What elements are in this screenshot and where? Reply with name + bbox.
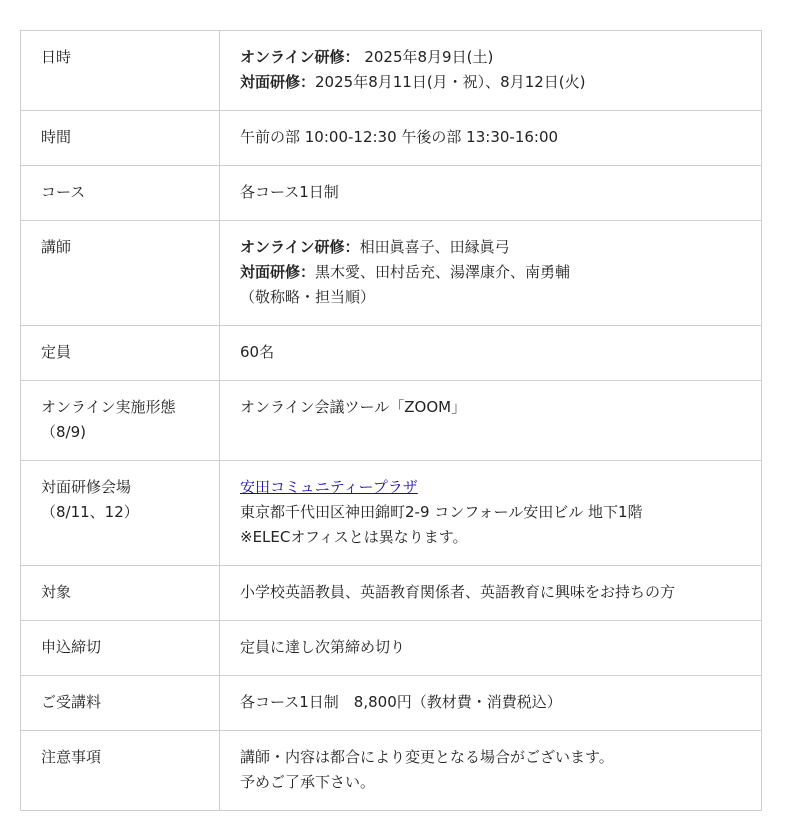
row-value-cell: [220, 381, 762, 461]
value-line: [240, 260, 741, 285]
value-text: ※ELECオフィスとは異なります。: [240, 528, 468, 546]
row-label-cell: [21, 621, 220, 676]
row-label: （8/11、12）: [41, 503, 139, 521]
row-label: 申込締切: [41, 638, 102, 656]
row-value-cell: [220, 461, 762, 566]
row-label-cell: [21, 381, 220, 461]
value-line: [240, 180, 741, 205]
row-label-cell: [21, 676, 220, 731]
row-value-cell: [220, 31, 762, 111]
row-label: 定員: [41, 343, 72, 361]
row-label-cell: [21, 166, 220, 221]
row-value-cell: [220, 111, 762, 166]
row-label-cell: [21, 31, 220, 111]
value-text: 黒木愛、田村岳充、湯澤康介、南勇輔: [315, 263, 571, 281]
row-label-cell: [21, 221, 220, 326]
info-row: [21, 566, 762, 621]
row-value-cell: [220, 676, 762, 731]
value-line: [240, 690, 741, 715]
value-text: 午前の部 10:00-12:30 午後の部 13:30-16:00: [240, 128, 559, 146]
value-text: 小学校英語教員、英語教育関係者、英語教育に興味をお持ちの方: [240, 583, 676, 601]
value-heading: 対面研修：: [240, 73, 316, 91]
info-row: [21, 381, 762, 461]
row-value-cell: [220, 621, 762, 676]
value-line: [240, 45, 741, 70]
row-label: 対面研修会場: [41, 478, 132, 496]
row-value-cell: [220, 326, 762, 381]
value-text: 相田眞喜子、田縁眞弓: [359, 238, 510, 256]
value-text: 東京都千代田区神田錦町2-9 コンフォール安田ビル 地下1階: [240, 503, 643, 521]
row-label-cell: [21, 566, 220, 621]
value-line: [240, 635, 741, 660]
value-heading: 対面研修：: [240, 263, 316, 281]
value-text: 講師・内容は都合により変更となる場合がございます。: [240, 748, 614, 766]
row-label-cell: [21, 111, 220, 166]
info-row: [21, 111, 762, 166]
info-row: [21, 221, 762, 326]
value-line: [240, 770, 741, 795]
value-text: 各コース1日制 8,800円（教材費・消費税込）: [240, 693, 562, 711]
event-info-table: [20, 30, 762, 811]
row-label: コース: [41, 183, 86, 201]
value-text: 2025年8月9日(土): [359, 48, 494, 66]
row-value-cell: [220, 221, 762, 326]
row-label: 対象: [41, 583, 72, 601]
venue-link[interactable]: 安田コミュニティープラザ: [240, 478, 418, 496]
row-label: （8/9): [41, 423, 86, 441]
info-row: [21, 621, 762, 676]
info-row: [21, 731, 762, 811]
row-label-cell: [21, 731, 220, 811]
value-line: [240, 285, 741, 310]
value-line: [240, 500, 741, 525]
value-line: [240, 745, 741, 770]
row-label: 講師: [41, 238, 72, 256]
info-row: [21, 166, 762, 221]
row-label: ご受講料: [41, 693, 102, 711]
value-line: [240, 580, 741, 605]
row-label: オンライン実施形態: [41, 398, 176, 416]
row-label-cell: [21, 326, 220, 381]
row-value-cell: [220, 166, 762, 221]
value-text: 60名: [240, 343, 275, 361]
row-label: 時間: [41, 128, 72, 146]
event-info-container: [20, 30, 762, 811]
value-line: [240, 395, 741, 420]
row-value-cell: [220, 566, 762, 621]
event-info-rows: [21, 31, 762, 811]
info-row: [21, 676, 762, 731]
value-line: [240, 125, 741, 150]
value-line: [240, 70, 741, 95]
value-heading: オンライン研修：: [240, 48, 360, 66]
value-line: [240, 235, 741, 260]
row-label: 日時: [41, 48, 72, 66]
info-row: [21, 461, 762, 566]
row-value-cell: [220, 731, 762, 811]
value-heading: オンライン研修：: [240, 238, 360, 256]
info-row: [21, 31, 762, 111]
value-text: 2025年8月11日(月・祝）、8月12日(火): [315, 73, 586, 91]
row-label: 注意事項: [41, 748, 102, 766]
value-text: 各コース1日制: [240, 183, 339, 201]
value-text: （敬称略・担当順）: [240, 288, 376, 306]
info-row: [21, 326, 762, 381]
value-line: [240, 525, 741, 550]
value-text: 定員に達し次第締め切り: [240, 638, 406, 656]
row-label-cell: [21, 461, 220, 566]
value-line: [240, 475, 741, 500]
value-line: [240, 340, 741, 365]
value-text: オンライン会議ツール「ZOOM」: [240, 398, 467, 416]
value-text: 予めご了承下さい。: [240, 773, 376, 791]
